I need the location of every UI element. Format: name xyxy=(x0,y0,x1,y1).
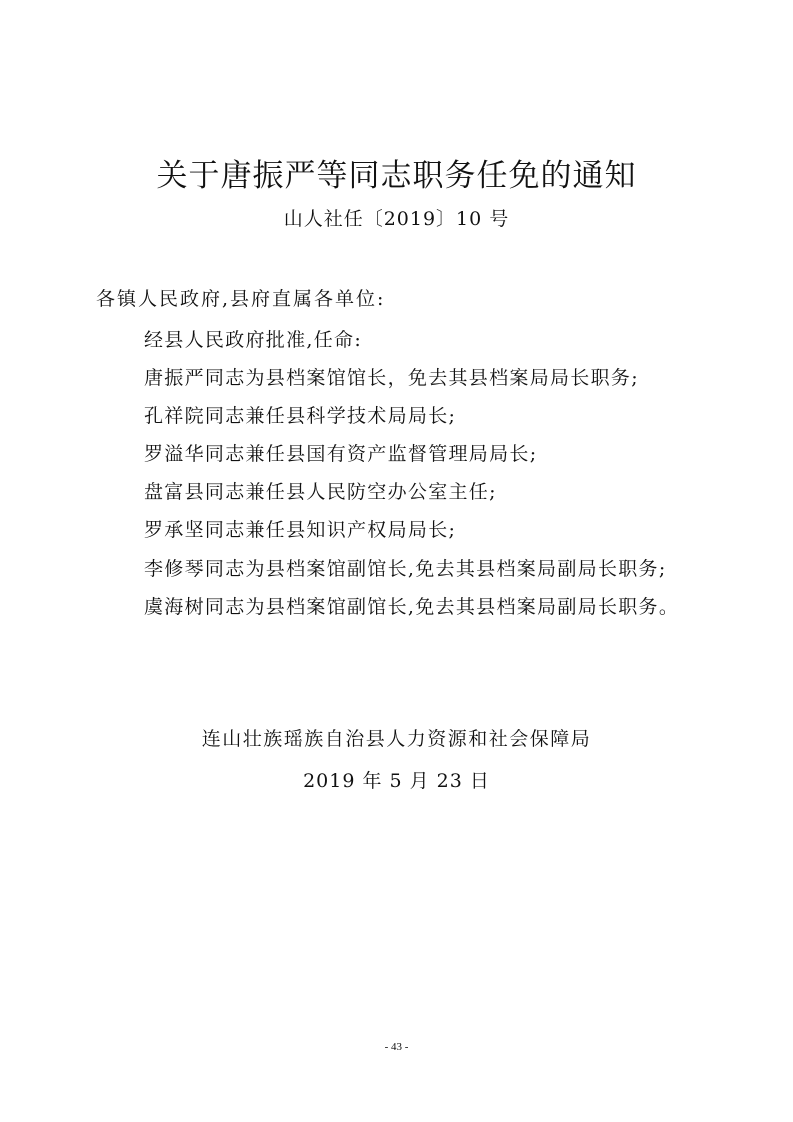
approval-statement: 经县人民政府批准,任命: xyxy=(144,329,363,351)
salutation: 各镇人民政府,县府直属各单位: xyxy=(96,288,386,310)
appointment-list xyxy=(144,326,679,631)
document-title: 关于唐振严等同志职务任免的通知 xyxy=(156,158,637,194)
appointment-item: 虞海树同志为县档案馆副馆长,免去其县档案局副局长职务。 xyxy=(144,595,680,618)
issuing-authority: 连山壮族瑶族自治县人力资源和社会保障局 xyxy=(201,728,592,750)
appointment-item: 罗溢华同志兼任县国有资产监督管理局局长; xyxy=(144,443,538,466)
appointment-item: 盘富县同志兼任县人民防空办公室主任; xyxy=(144,481,497,504)
page-number: - 43 - xyxy=(384,1041,409,1053)
issue-date: 2019 年 5 月 23 日 xyxy=(303,770,490,792)
appointment-item: 唐振严同志为县档案馆馆长，免去其县档案局局长职务; xyxy=(144,367,639,390)
appointment-item: 罗承坚同志兼任县知识产权局局长; xyxy=(144,519,457,542)
appointment-item: 孔祥院同志兼任县科学技术局局长; xyxy=(144,405,457,428)
document-number: 山人社任〔2019〕10 号 xyxy=(283,208,510,230)
appointment-item: 李修琴同志为县档案馆副馆长,免去其县档案局副局长职务; xyxy=(144,557,667,580)
